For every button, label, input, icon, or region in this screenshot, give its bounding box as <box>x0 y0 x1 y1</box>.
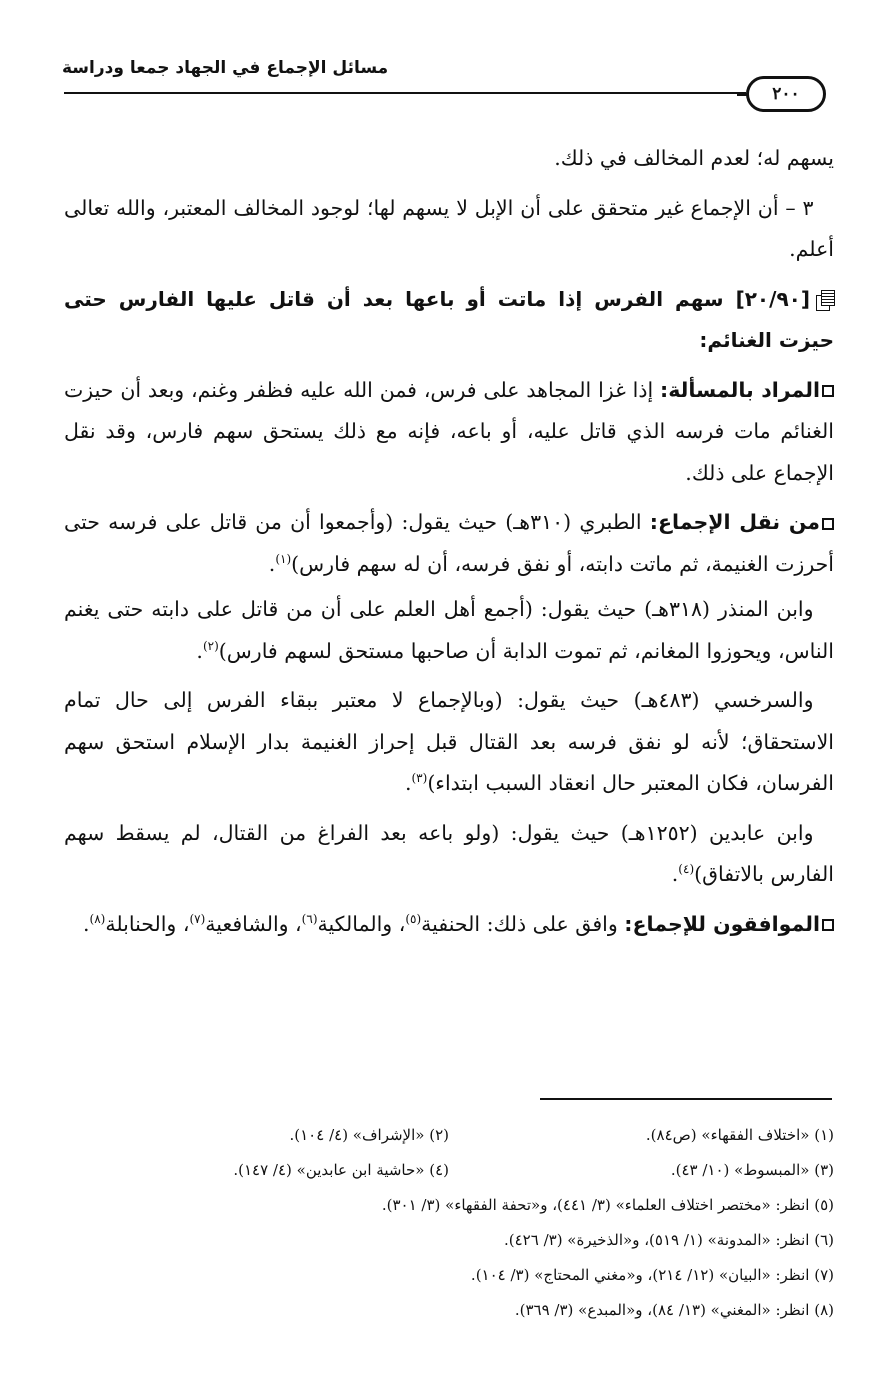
full-stop: . <box>671 862 679 886</box>
footnote-row <box>64 1118 834 1153</box>
paragraph-text: وافق على ذلك: الحنفية <box>421 911 625 936</box>
header-rule <box>64 92 746 94</box>
paragraph <box>64 188 834 271</box>
section-label: المراد بالمسألة: <box>660 377 820 402</box>
page-number: ٢٠٠ <box>746 76 826 112</box>
footnote-8: (٨) انظر: «المغني» (١٣/ ٨٤)، و«المبدع» (٣/ ٣٦٩). <box>514 1301 834 1319</box>
paragraph <box>64 680 834 805</box>
full-stop: . <box>196 638 203 663</box>
quote-text: وابن عابدين (١٢٥٢هـ) حيث يقول: (ولو باعه بعد الفراغ من القتال، لم يسقط سهم الفارس بالاتفاق) <box>64 820 834 886</box>
paragraph-text: إذا غزا المجاهد على فرس، فمن الله عليه فظفر وغنم، وبعد أن حيزت الغنائم مات فرسه الذي قاتل عليه، أو باعه، فإنه مع ذلك يستحق سهم فارس، وقد نقل الإجماع على ذلك. <box>64 377 834 485</box>
footnote-ref: (٦) <box>301 911 318 926</box>
footnote-ref: (٨) <box>89 911 106 926</box>
section-label: من نقل الإجماع: <box>649 510 820 534</box>
footnote-2: (٢) «الإشراف» (٤/ ١٠٤). <box>289 1126 449 1144</box>
footnote-rule <box>540 1098 832 1100</box>
paragraph <box>64 138 834 180</box>
issue-heading <box>64 279 834 362</box>
footnote-7: (٧) انظر: «البيان» (١٢/ ٢١٤)، و«مغني المحتاج» (٣/ ١٠٤). <box>470 1266 834 1284</box>
main-text <box>64 138 834 953</box>
full-stop: . <box>82 911 90 936</box>
quote-text: الطبري (٣١٠هـ) حيث يقول: (وأجمعوا أن من قاتل على فرسه حتى أحرزت الغنيمة، ثم ماتت دابته، أو نفق فرسه، أن له سهم فارس) <box>64 510 834 576</box>
agreeing-section <box>64 904 834 946</box>
footnote-5: (٥) انظر: «مختصر اختلاف العلماء» (٣/ ٤٤١)، و«تحفة الفقهاء» (٣/ ٣٠١). <box>381 1196 834 1214</box>
footnotes <box>64 1118 834 1328</box>
document-icon <box>816 290 834 310</box>
full-stop: . <box>268 551 276 576</box>
section-label: الموافقون للإجماع: <box>624 911 820 936</box>
paragraph-text: ، والمالكية <box>317 911 406 936</box>
meaning-section <box>64 370 834 495</box>
footnote-3: (٣) «المبسوط» (١٠/ ٤٣). <box>670 1161 834 1179</box>
footnote-ref: (٢) <box>202 638 219 653</box>
paragraph <box>64 813 834 896</box>
quote-text: وابن المنذر (٣١٨هـ) حيث يقول: (أجمع أهل العلم على أن من قاتل على دابته حتى يغنم الناس، ويحوزوا المغانم، ثم تموت الدابة أن صاحبها مستحق لسهم فارس) <box>64 597 834 663</box>
footnote-1: (١) «اختلاف الفقهاء» (ص٨٤). <box>645 1126 834 1144</box>
footnote-row <box>64 1153 834 1188</box>
footnote-ref: (٣) <box>411 771 428 786</box>
paragraph-text: ، والحنابلة <box>105 911 190 936</box>
square-bullet-icon <box>822 518 834 530</box>
paragraph-text: ، والشافعية <box>205 911 302 936</box>
full-stop: . <box>404 771 412 795</box>
running-title: مسائل الإجماع في الجهاد جمعا ودراسة <box>62 58 389 78</box>
footnote-6: (٦) انظر: «المدونة» (١/ ٥١٩)، و«الذخيرة» (٣/ ٤٢٦). <box>504 1231 834 1249</box>
square-bullet-icon <box>822 385 834 397</box>
paragraph-text: ٣ – أن الإجماع غير متحقق على أن الإبل لا يسهم لها؛ لوجود المخالف المعتبر، والله تعالى أعلم. <box>64 195 834 261</box>
square-bullet-icon <box>822 919 834 931</box>
footnote-ref: (١) <box>275 551 292 566</box>
paragraph <box>64 589 834 672</box>
transmitters-section <box>64 502 834 585</box>
footnote-ref: (٥) <box>405 911 422 926</box>
quote-text: والسرخسي (٤٨٣هـ) حيث يقول: (وبالإجماع لا معتبر ببقاء الفرس إلى حال تمام الاستحقاق؛ لأنه لو نفق فرسه بعد القتال قبل إحراز الغنيمة بدار الإسلام استحق سهم الفرسان، فكان المعتبر حال انعقاد السبب ابتداء) <box>64 688 834 795</box>
paragraph-text: يسهم له؛ لعدم المخالف في ذلك. <box>554 146 834 170</box>
footnote-4: (٤) «حاشية ابن عابدين» (٤/ ١٤٧). <box>233 1161 449 1179</box>
footnote-ref: (٧) <box>189 911 206 926</box>
issue-heading-text: [٢٠/٩٠] سهم الفرس إذا ماتت أو باعها بعد أن قاتل عليها الفارس حتى حيزت الغنائم: <box>64 286 834 352</box>
footnote-ref: (٤) <box>678 862 695 877</box>
